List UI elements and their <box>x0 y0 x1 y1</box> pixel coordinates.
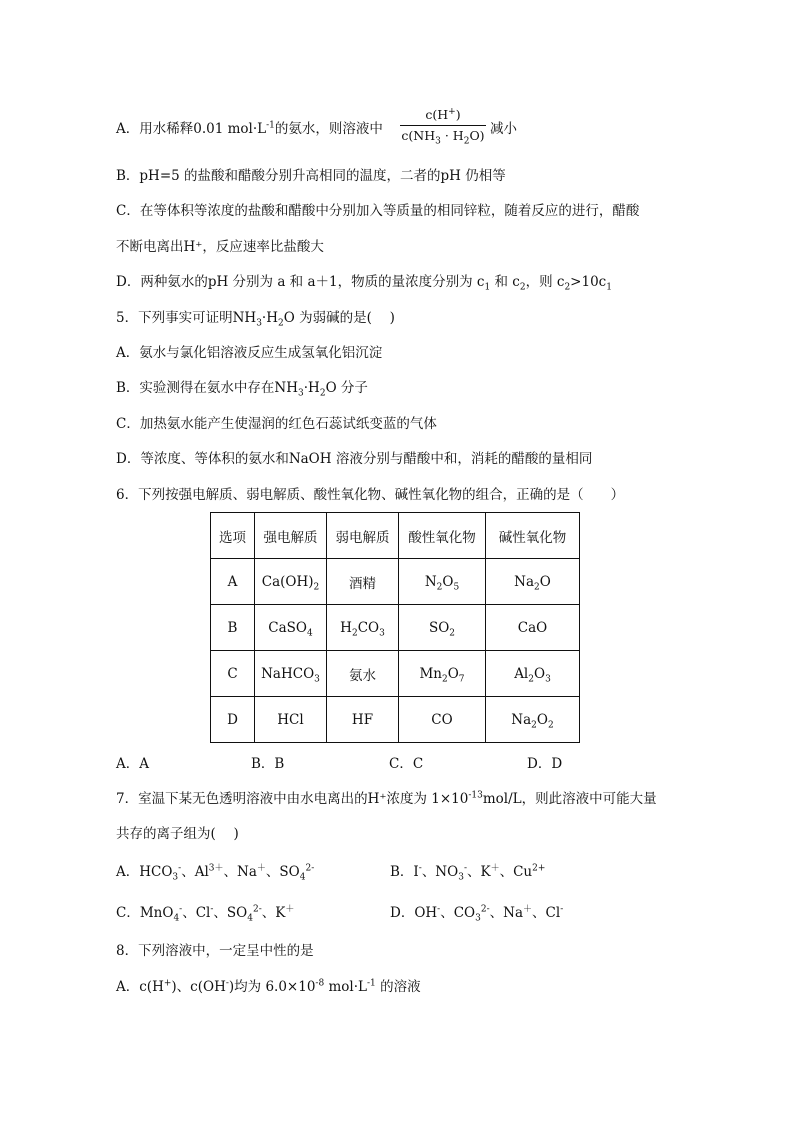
q4-option-a-suffix: 减小 <box>490 121 517 137</box>
table-cell: B <box>211 605 255 651</box>
fraction-denominator: $c(NH_3 \cdot H_2O)$ <box>401 128 485 147</box>
table-header: 弱电解质 <box>327 513 399 559</box>
q7-option-d: D．OH-、$CO_3^{2-}$、Na＋、Cl- <box>390 904 564 924</box>
q6-choice-b: B．B <box>251 756 285 772</box>
q7-option-c: C．MnO$_4$-、Cl-、$SO_4^{2-}$、K＋ <box>116 904 295 924</box>
table-row <box>211 651 580 697</box>
table-cell: NaHCO$_3$ <box>255 651 327 697</box>
table-cell: $Na_2O$ <box>486 559 580 605</box>
fraction-bar <box>400 125 486 126</box>
table-cell: $Ca(OH)_2$ <box>255 559 327 605</box>
table-header: 选项 <box>211 513 255 559</box>
q6-table <box>210 512 580 743</box>
q6-choice-d: D．D <box>527 756 563 772</box>
q4-option-a: A．用水稀释0.01 $mol\cdot L^{-1}$的氨水，则溶液中 <box>116 120 383 137</box>
q4-option-c-line1: C．在等体积等浓度的盐酸和醋酸中分别加入等质量的相同锌粒，随着反应的进行，醋酸 <box>116 203 640 219</box>
table-header-row <box>211 513 580 559</box>
q6-choice-a: A．A <box>116 756 149 772</box>
q4-option-c-line2: 不断电离出H⁺，反应速率比盐酸大 <box>116 239 324 255</box>
q8-stem: 8．下列溶液中，一定呈中性的是 <box>116 943 314 959</box>
table-cell: $Na_2O_2$ <box>486 697 580 743</box>
table-cell: CaO <box>486 605 580 651</box>
q6-choice-c: C．C <box>389 756 424 772</box>
q4-fraction <box>400 107 486 147</box>
table-cell: $Mn_2O_7$ <box>399 651 486 697</box>
q7-stem-line1: 7．室温下某无色透明溶液中由水电离出的H⁺浓度为 $1\times 10^{-13}mol/L$，则此溶液中可能大量 <box>116 790 657 807</box>
q5-option-b: B．实验测得在氨水中存在$NH_3\cdot H_2O$ 分子 <box>116 380 368 399</box>
table-cell: D <box>211 697 255 743</box>
table-cell: CO <box>399 697 486 743</box>
q7-option-a: A．$HCO_3^-$、$Al^{3+}$、Na＋、$SO_4^{2-}$ <box>116 863 315 883</box>
q7-stem-line2: 共存的离子组为( ) <box>116 826 239 842</box>
table-cell: A <box>211 559 255 605</box>
table-cell: 酒精 <box>327 559 399 605</box>
table-cell: $SO_2$ <box>399 605 486 651</box>
table-header: 酸性氧化物 <box>399 513 486 559</box>
table-cell: $H_2CO_3$ <box>327 605 399 651</box>
table-cell: HCl <box>255 697 327 743</box>
q7-option-b: B．I-、$NO_3^-$、K＋、$Cu^{2+}$ <box>390 863 546 883</box>
table-cell: C <box>211 651 255 697</box>
table-cell: $Al_2O_3$ <box>486 651 580 697</box>
table-row <box>211 559 580 605</box>
q6-stem: 6．下列按强电解质、弱电解质、酸性氧化物、碱性氧化物的组合，正确的是（ ） <box>116 487 625 503</box>
q8-option-a: A．c(H+)、c(OH-)均为 $6.0\times 10^{-8}$ $mol\cdot L^{-1}$ 的溶液 <box>116 978 421 995</box>
table-cell: $N_2O_5$ <box>399 559 486 605</box>
table-row <box>211 605 580 651</box>
q4-option-b: B．pH=5 的盐酸和醋酸分别升高相同的温度，二者的pH 仍相等 <box>116 168 506 184</box>
table-header: 碱性氧化物 <box>486 513 580 559</box>
table-row <box>211 697 580 743</box>
q5-option-a: A．氨水与氯化铝溶液反应生成氢氧化铝沉淀 <box>116 345 383 361</box>
table-cell: 氨水 <box>327 651 399 697</box>
table-cell: CaSO$_4$ <box>255 605 327 651</box>
q5-option-c: C．加热氨水能产生使湿润的红色石蕊试纸变蓝的气体 <box>116 416 437 432</box>
table-header: 强电解质 <box>255 513 327 559</box>
table-cell: HF <box>327 697 399 743</box>
q5-stem: 5．下列事实可证明$NH_3\cdot H_2O$ 为弱碱的是( ) <box>116 310 395 329</box>
fraction-numerator: c(H+) <box>425 106 461 122</box>
q5-option-d: D．等浓度、等体积的氨水和NaOH 溶液分别与醋酸中和，消耗的醋酸的量相同 <box>116 451 593 467</box>
q4-option-d: D．两种氨水的pH 分别为 a 和 a＋1，物质的量浓度分别为 $c_1$ 和 $c_2$，则 $c_2>10c_1$ <box>116 274 612 293</box>
